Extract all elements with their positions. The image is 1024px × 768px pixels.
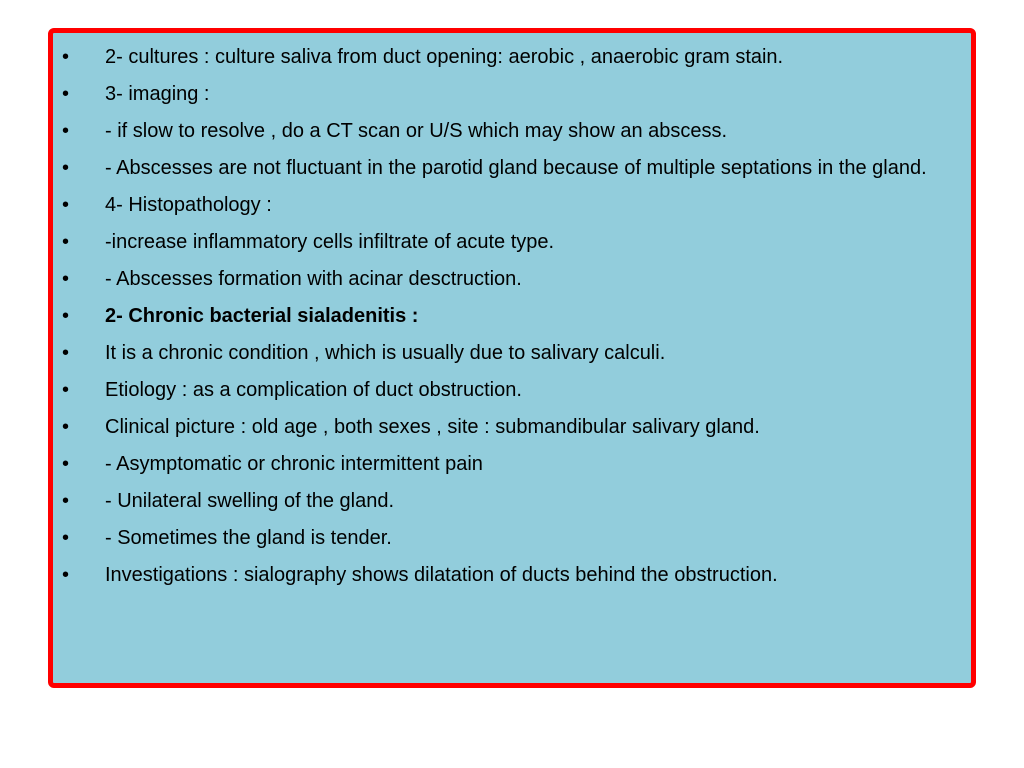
list-item <box>61 339 961 368</box>
bullet-icon: • <box>62 564 70 586</box>
list-item <box>61 228 961 257</box>
bullet-text: - Abscesses formation with acinar desctruction. <box>105 268 522 290</box>
list-item <box>61 561 961 590</box>
list-item <box>61 191 961 220</box>
bullet-text: Investigations : sialography shows dilatation of ducts behind the obstruction. <box>105 564 778 586</box>
bullet-text: Clinical picture : old age , both sexes , site : submandibular salivary gland. <box>105 416 760 438</box>
bullet-icon: • <box>62 490 70 512</box>
bullet-icon: • <box>62 305 70 327</box>
bullet-icon: • <box>62 194 70 216</box>
list-item <box>61 117 961 146</box>
bullet-icon: • <box>62 120 70 142</box>
bullet-text: - Sometimes the gland is tender. <box>105 527 392 549</box>
list-item <box>61 524 961 553</box>
bullet-text: Etiology : as a complication of duct obstruction. <box>105 379 522 401</box>
bullet-icon: • <box>62 46 70 68</box>
bullet-text: - Abscesses are not fluctuant in the parotid gland because of multiple septations in the gland. <box>105 157 927 179</box>
bullet-icon: • <box>62 527 70 549</box>
bullet-text: - Asymptomatic or chronic intermittent pain <box>105 453 483 475</box>
bullet-text: -increase inflammatory cells infiltrate of acute type. <box>105 231 555 253</box>
bullet-text: It is a chronic condition , which is usually due to salivary calculi. <box>105 342 666 364</box>
bullet-text: 4- Histopathology : <box>105 194 272 216</box>
list-item <box>61 265 961 294</box>
bullet-text: - Unilateral swelling of the gland. <box>105 490 395 512</box>
list-item <box>61 376 961 405</box>
bullet-icon: • <box>62 342 70 364</box>
list-item <box>61 43 961 72</box>
bullet-list <box>61 43 961 598</box>
slide-content-box <box>48 28 976 688</box>
bullet-icon: • <box>62 231 70 253</box>
bullet-icon: • <box>62 379 70 401</box>
bullet-text: 3- imaging : <box>105 83 210 105</box>
list-item <box>61 154 961 183</box>
bullet-text: 2- cultures : culture saliva from duct opening: aerobic , anaerobic gram stain. <box>105 46 784 68</box>
section-heading: 2- Chronic bacterial sialadenitis : <box>105 305 419 327</box>
bullet-icon: • <box>62 453 70 475</box>
bullet-icon: • <box>62 268 70 290</box>
bullet-icon: • <box>62 416 70 438</box>
list-item <box>61 80 961 109</box>
list-item <box>61 413 961 442</box>
bullet-text: - if slow to resolve , do a CT scan or U/S which may show an abscess. <box>105 120 728 142</box>
list-item <box>61 450 961 479</box>
section-heading-item <box>61 302 961 331</box>
bullet-icon: • <box>62 157 70 179</box>
list-item <box>61 487 961 516</box>
bullet-icon: • <box>62 83 70 105</box>
